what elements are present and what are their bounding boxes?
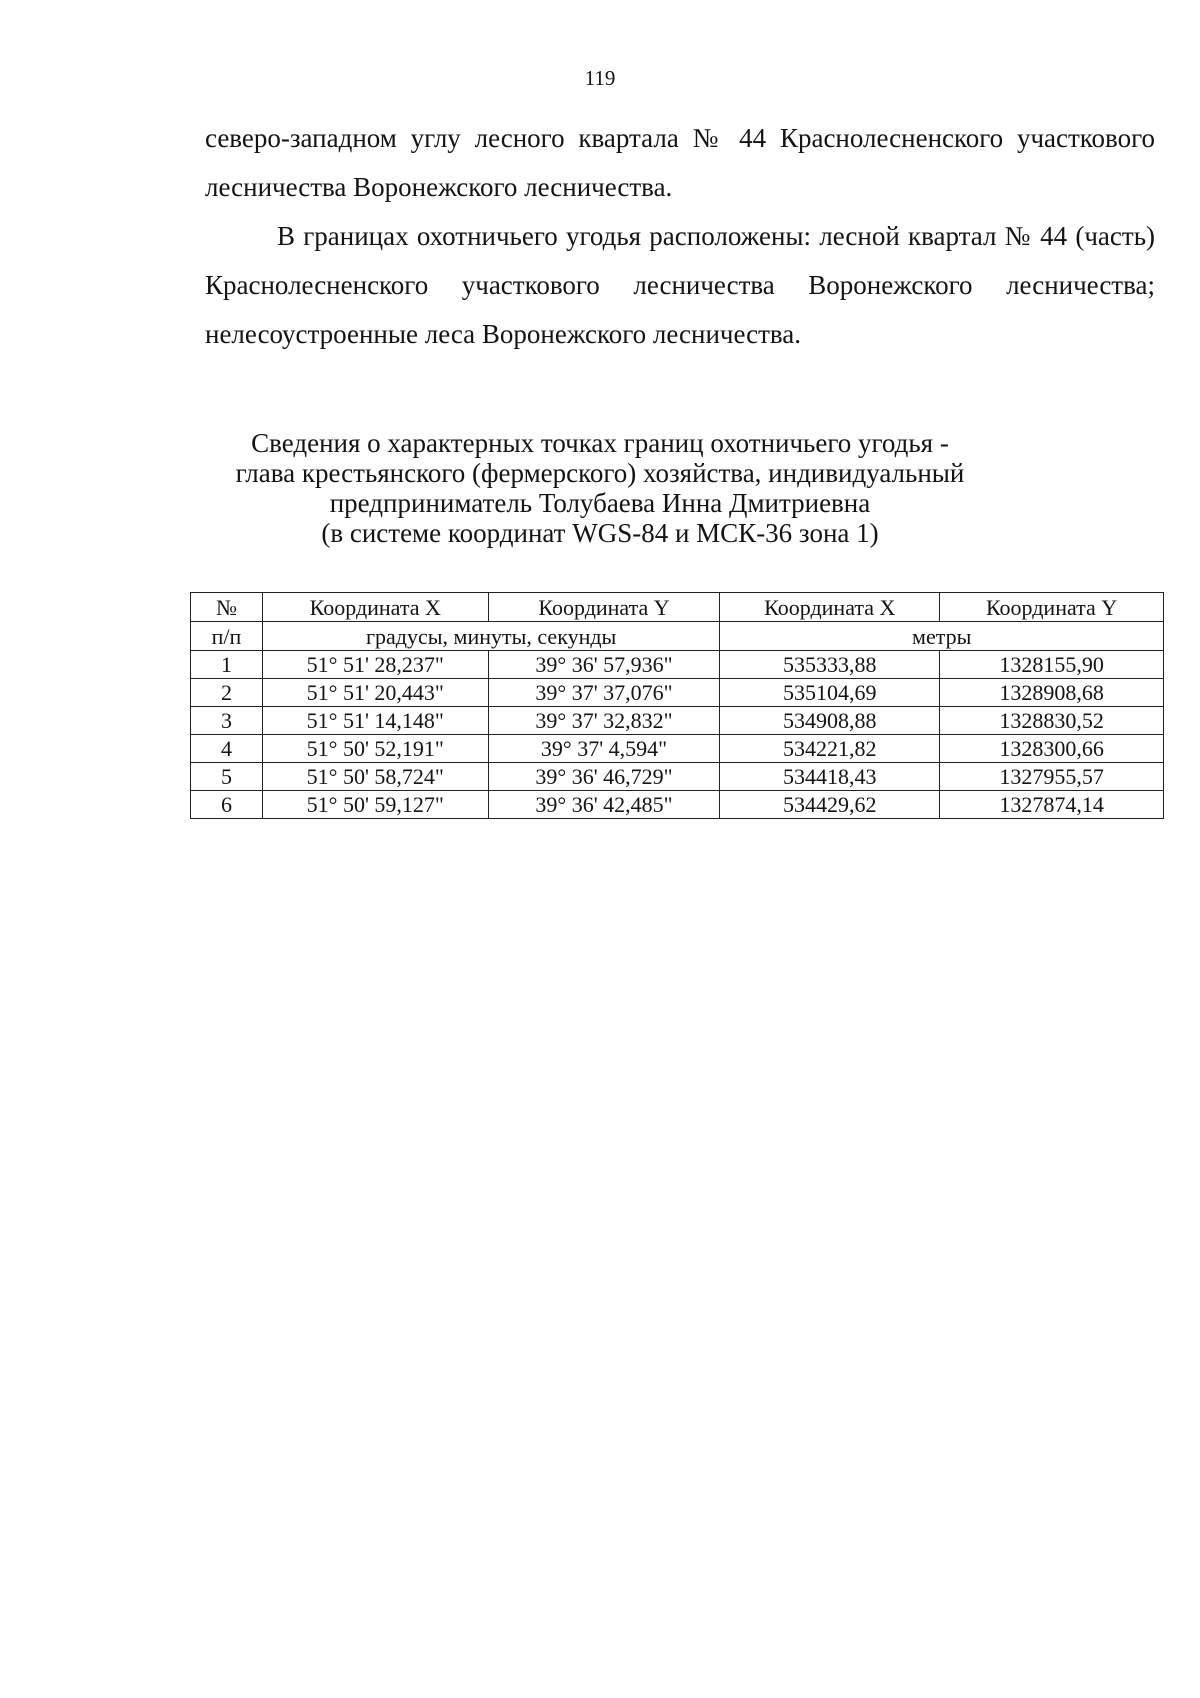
coord-y-meters-cell: 1328830,52 — [940, 707, 1164, 735]
coord-x-meters-cell: 534221,82 — [720, 735, 940, 763]
table-row — [191, 791, 1164, 819]
coord-y-meters-cell: 1327955,57 — [940, 763, 1164, 791]
paragraph-2: В границах охотничьего угодья расположены: лесной квартал № 44 (часть) Краснолесненского участкового лесничества Воронежского лесничества; нелесоустроенные леса Воронежского лесничества. — [205, 221, 1155, 349]
coordinates-table — [190, 592, 1164, 819]
coord-y-meters-cell: 1327874,14 — [940, 791, 1164, 819]
longitude-cell: 39° 36' 42,485" — [488, 791, 720, 819]
longitude-cell: 39° 36' 46,729" — [488, 763, 720, 791]
header-coord-x-deg: Координата X — [262, 593, 488, 622]
point-number-cell: 3 — [191, 707, 263, 735]
heading-line-4: (в системе координат WGS-84 и МСК-36 зона 1) — [321, 518, 879, 548]
header-coord-x-m: Координата X — [720, 593, 940, 622]
point-number-cell: 5 — [191, 763, 263, 791]
heading-line-3: предприниматель Толубаева Инна Дмитриевна — [329, 488, 871, 518]
header-coord-y-m: Координата Y — [940, 593, 1164, 622]
table-row — [191, 651, 1164, 679]
latitude-cell: 51° 50' 52,191" — [262, 735, 488, 763]
coord-x-meters-cell: 534418,43 — [720, 763, 940, 791]
heading-line-2: глава крестьянского (фермерского) хозяйства, индивидуальный — [235, 458, 965, 488]
latitude-cell: 51° 51' 14,148" — [262, 707, 488, 735]
header-num-top: № — [191, 593, 263, 622]
coord-x-meters-cell: 534908,88 — [720, 707, 940, 735]
coord-y-meters-cell: 1328155,90 — [940, 651, 1164, 679]
latitude-cell: 51° 51' 28,237" — [262, 651, 488, 679]
latitude-cell: 51° 50' 59,127" — [262, 791, 488, 819]
longitude-cell: 39° 37' 37,076" — [488, 679, 720, 707]
table-row — [191, 763, 1164, 791]
header-coord-y-deg: Координата Y — [488, 593, 720, 622]
header-units-meters: метры — [720, 622, 1164, 651]
point-number-cell: 2 — [191, 679, 263, 707]
latitude-cell: 51° 51' 20,443" — [262, 679, 488, 707]
header-num-bottom: п/п — [191, 622, 263, 651]
table-row — [191, 679, 1164, 707]
coord-x-meters-cell: 535333,88 — [720, 651, 940, 679]
coord-y-meters-cell: 1328300,66 — [940, 735, 1164, 763]
paragraph-1: северо-западном углу лесного квартала № 44 Краснолесненского участкового лесничества Воронежского лесничества. — [205, 123, 1155, 202]
header-units-degrees: градусы, минуты, секунды — [262, 622, 720, 651]
page-number: 119 — [584, 66, 616, 90]
coord-y-meters-cell: 1328908,68 — [940, 679, 1164, 707]
table-header-row — [191, 593, 1164, 622]
latitude-cell: 51° 50' 58,724" — [262, 763, 488, 791]
heading-line-1: Сведения о характерных точках границ охотничьего угодья - — [251, 428, 949, 458]
coord-x-meters-cell: 535104,69 — [720, 679, 940, 707]
point-number-cell: 6 — [191, 791, 263, 819]
longitude-cell: 39° 36' 57,936" — [488, 651, 720, 679]
point-number-cell: 4 — [191, 735, 263, 763]
longitude-cell: 39° 37' 4,594" — [488, 735, 720, 763]
table-heading — [0, 428, 1200, 548]
table-row — [191, 707, 1164, 735]
longitude-cell: 39° 37' 32,832" — [488, 707, 720, 735]
table-units-row — [191, 622, 1164, 651]
coord-x-meters-cell: 534429,62 — [720, 791, 940, 819]
table-row — [191, 735, 1164, 763]
point-number-cell: 1 — [191, 651, 263, 679]
